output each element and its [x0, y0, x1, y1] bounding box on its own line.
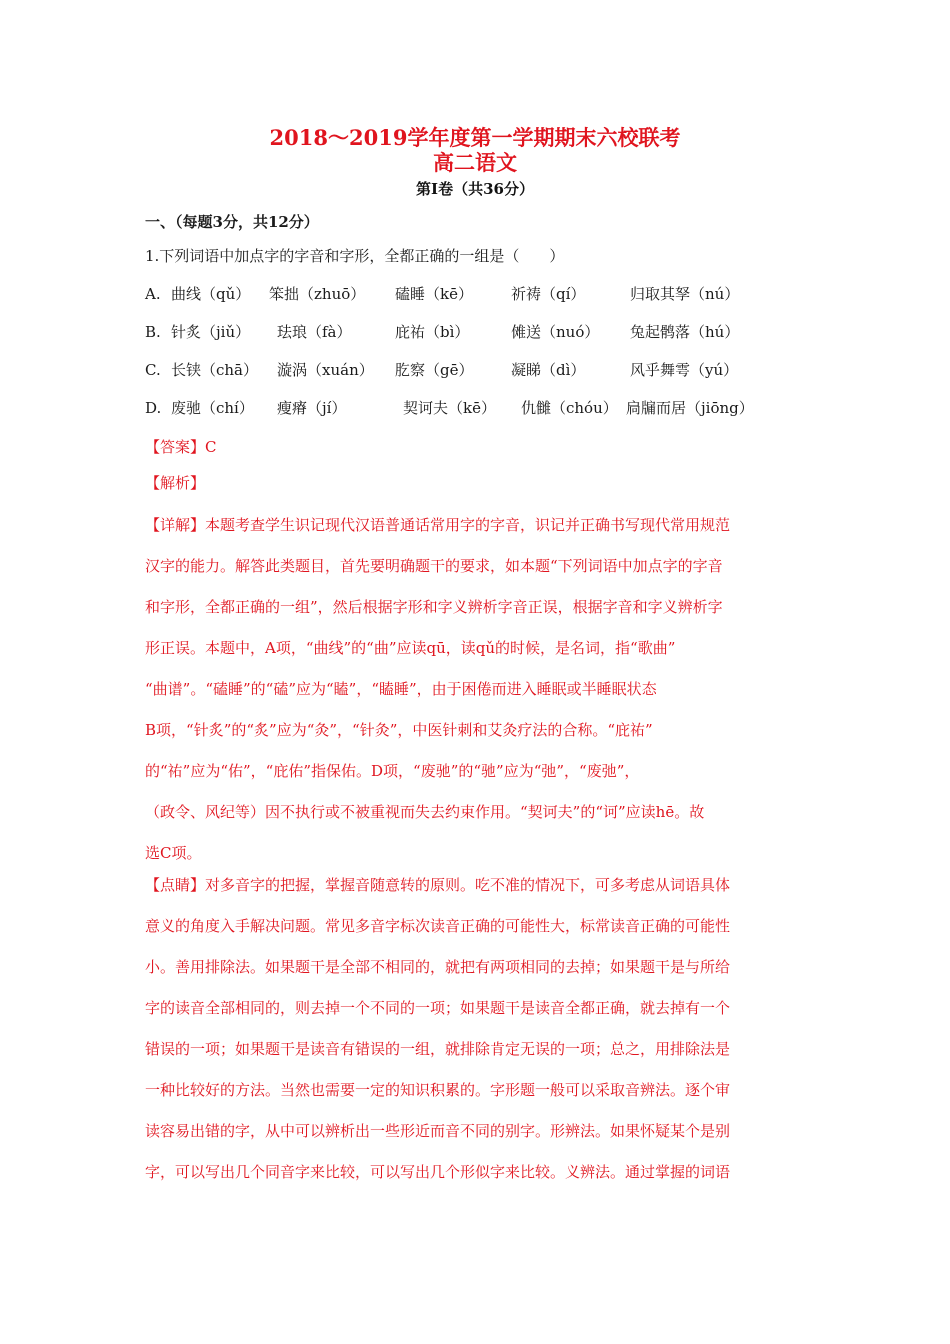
tip-line: 字，可以写出几个同音字来比较，可以写出几个形似字来比较。义辨法。通过掌握的词语 — [145, 1163, 731, 1181]
option-item: 针炙（jiǔ） — [171, 323, 251, 341]
detail-line: 本题考查学生识记现代汉语普通话常用字的字音，识记并正确书写现代常用规范 — [205, 516, 731, 534]
detail-line: “曲谱”。“磕睡”的“磕”应为“瞌”，“瞌睡”，由于困倦而进入睡眠或半睡眠状态 — [145, 680, 657, 698]
analysis-label: 【解析】 — [145, 474, 206, 492]
option-label: D. — [145, 399, 162, 417]
option-item: 珐琅（fà） — [277, 323, 352, 341]
detail-line: 汉字的能力。解答此类题目，首先要明确题干的要求，如本题“下列词语中加点字的字音 — [145, 557, 723, 575]
option-item: 长铗（chā） — [171, 361, 259, 379]
option-item: 曲线（qǔ） — [171, 285, 251, 303]
option-item: 庇祐（bì） — [395, 323, 470, 341]
option-row-a — [145, 284, 825, 304]
volume-subtitle: 第Ⅰ卷（共36分） — [416, 180, 534, 198]
answer-value: C — [205, 438, 217, 456]
option-item: 肐察（gē） — [395, 361, 474, 379]
option-label: C. — [145, 361, 161, 379]
analysis-heading — [145, 473, 205, 493]
option-row-d — [145, 398, 825, 418]
tip-line: 对多音字的把握，掌握音随意转的原则。吃不准的情况下，可多考虑从词语具体 — [205, 876, 731, 894]
tip-line: 意义的角度入手解决问题。常见多音字标次读音正确的可能性大，标常读音正确的可能性 — [145, 917, 731, 935]
option-item: 废驰（chí） — [171, 399, 254, 417]
option-label: B. — [145, 323, 161, 341]
option-item: 磕睡（kē） — [395, 285, 473, 303]
option-label: A. — [145, 285, 161, 303]
option-item: 扃牖而居（jiōng） — [626, 399, 754, 417]
question-stem: 1.下列词语中加点字的字音和字形，全都正确的一组是（ ） — [145, 247, 565, 265]
tip-line: 一种比较好的方法。当然也需要一定的知识积累的。字形题一般可以采取音辨法。逐个审 — [145, 1081, 731, 1099]
subject-title: 高二语文 — [433, 150, 517, 175]
answer-label: 【答案】 — [145, 438, 206, 456]
tip-line: 小。善用排除法。如果题干是全部不相同的，就把有两项相同的去掉；如果题干是与所给 — [145, 958, 731, 976]
answer-line — [145, 437, 217, 457]
detail-line: 形正误。本题中，A项，“曲线”的“曲”应读qū，读qǔ的时候，是名词，指“歌曲” — [145, 639, 676, 657]
option-row-b — [145, 322, 825, 342]
option-item: 凝睇（dì） — [511, 361, 586, 379]
detail-line: 的“祐”应为“佑”，“庇佑”指保佑。D项，“废驰”的“驰”应为“弛”，“废弛”， — [145, 762, 640, 780]
detail-line: 选C项。 — [145, 844, 202, 862]
option-row-c — [145, 360, 825, 380]
tip-line: 错误的一项；如果题干是读音有错误的一组，就排除肯定无误的一项；总之，用排除法是 — [145, 1040, 731, 1058]
option-item: 笨拙（zhuō） — [269, 285, 366, 303]
option-item: 漩涡（xuán） — [277, 361, 374, 379]
tip-label: 【点睛】 — [145, 876, 206, 894]
option-item: 仇雠（chóu） — [521, 399, 618, 417]
detail-line: （政令、风纪等）因不执行或不被重视而失去约束作用。“契诃夫”的“诃”应读hē。故 — [145, 803, 705, 821]
option-item: 归取其孥（nú） — [630, 285, 740, 303]
detail-line: 和字形，全都正确的一组”，然后根据字形和字义辨析字音正误，根据字音和字义辨析字 — [145, 598, 723, 616]
tip-line: 字的读音全部相同的，则去掉一个不同的一项；如果题干是读音全都正确，就去掉有一个 — [145, 999, 731, 1017]
option-item: 兔起鹘落（hú） — [630, 323, 740, 341]
exam-title: 2018～2019学年度第一学期期末六校联考 — [269, 125, 681, 150]
section-heading: 一、（每题3分，共12分） — [145, 213, 319, 231]
option-item: 风乎舞雩（yú） — [630, 361, 739, 379]
detail-paragraph — [145, 505, 815, 874]
option-item: 傩送（nuó） — [511, 323, 600, 341]
option-item: 祈祷（qí） — [511, 285, 586, 303]
tip-line: 读容易出错的字，从中可以辨析出一些形近而音不同的别字。形辨法。如果怀疑某个是别 — [145, 1122, 731, 1140]
option-item: 瘦瘠（jí） — [277, 399, 347, 417]
option-item: 契诃夫（kē） — [403, 399, 496, 417]
tip-paragraph — [145, 865, 815, 1193]
detail-label: 【详解】 — [145, 516, 206, 534]
detail-line: B项，“针炙”的“炙”应为“灸”，“针灸”，中医针刺和艾灸疗法的合称。“庇祐” — [145, 721, 653, 739]
